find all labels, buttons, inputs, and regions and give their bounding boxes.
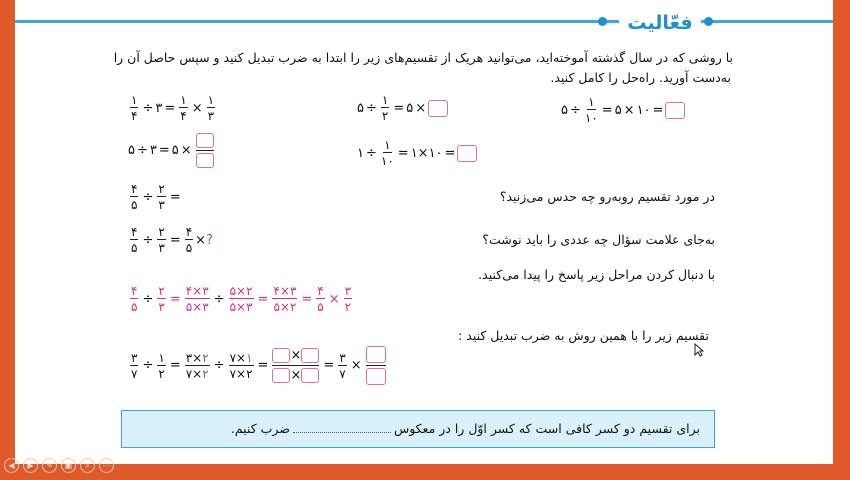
activity-title: فعّالیت [619,9,701,37]
answer-box[interactable] [272,348,290,363]
mouse-cursor-icon [694,343,704,357]
question-mark: ? [206,232,213,248]
activity-page [15,0,833,464]
fraction [157,285,165,313]
answer-box-denominator[interactable] [196,153,214,168]
question-1: در مورد تقسیم روبه‌رو چه حدس می‌زنید؟ [499,189,715,204]
times-sign: × [290,368,302,383]
numerator: ۲ [158,182,165,196]
denominator: ۲ [344,300,352,314]
exercise-5 [128,133,216,168]
factor-green: ۱ [246,350,253,365]
fraction [344,285,352,313]
num: ۱ [357,145,364,161]
divide-sign: ÷ [142,291,154,307]
fraction [179,94,187,122]
divide-sign: ÷ [136,143,148,158]
denominator: ۵×۳ [185,300,209,314]
fraction [130,352,138,380]
equals-sign: = [257,291,269,307]
answer-box-denominator[interactable] [366,368,386,385]
fraction [157,183,165,211]
summary-part-2: ضرب کنیم. [230,421,290,436]
fraction [157,352,165,380]
fraction [338,352,346,380]
answer-box[interactable] [457,145,477,162]
presentation-toolbar [4,458,114,473]
num: ۱ [410,145,418,161]
equals-sign: = [158,143,170,158]
divide-sign: ÷ [365,100,377,116]
answer-fraction [196,133,214,168]
answer-box[interactable] [301,348,319,363]
factor-green: ۲ [202,366,209,381]
equals-sign: = [652,102,664,118]
answer-box[interactable] [665,102,685,119]
copy-icon[interactable]: ▣ [61,458,76,473]
num: ۵ [561,102,568,118]
answer-box[interactable] [428,100,448,117]
times-sign: × [180,143,192,158]
fraction [381,94,389,122]
equals-sign: = [257,358,269,373]
numerator: ۱ [381,93,389,107]
fraction [272,285,297,313]
denominator: ۵×۳ [229,300,253,314]
exercise-2 [357,94,448,122]
denominator: ۵ [131,198,138,212]
equals-sign: = [169,291,181,307]
exercise-6 [128,183,183,211]
numerator: ۱ [180,93,187,107]
divide-sign: ÷ [142,358,154,373]
denominator: ۴ [131,109,138,123]
times-sign: × [290,348,302,363]
num: ۵ [171,143,179,158]
numerator: ۴ [131,182,138,196]
fraction [130,226,138,254]
summary-part-1: برای تقسیم دو کسر کافی است که کسر اوّل را در معکوس [393,421,700,436]
denominator: ۷ [339,366,346,381]
equals-sign: = [397,145,409,161]
equals-sign: = [323,358,335,373]
zoom-icon[interactable]: ⌕ [80,458,95,473]
exercise-1 [561,96,685,124]
numerator: ۱ [207,93,215,107]
fraction [229,352,254,380]
denominator: ۲ [158,366,165,381]
denominator: ۳ [158,198,165,212]
divide-sign: ÷ [142,232,154,248]
equals-sign: = [601,102,613,118]
equals-sign: = [169,189,181,205]
answer-fraction [272,348,319,383]
fraction [185,226,193,254]
numerator: ۴×۳ [185,284,209,298]
times-sign: × [191,100,203,116]
fraction [585,96,598,124]
num: ۵ [128,143,135,158]
fraction [229,285,254,313]
pen-icon[interactable]: ✎ [42,458,57,473]
summary-text [231,421,700,436]
denominator: ۵ [131,300,138,314]
denominator: ۳ [207,109,215,123]
divide-sign: ÷ [142,189,154,205]
denominator: ۱۰ [380,154,394,168]
fraction [381,139,394,167]
numerator: ۱ [384,138,391,152]
denominator: ۲ [381,109,389,123]
numerator: ۴ [131,284,138,298]
times-sign: × [623,102,635,118]
numerator: ۵×۲ [229,284,253,298]
num: ۵ [406,100,414,116]
fraction [157,226,165,254]
answer-box[interactable] [272,368,290,383]
header-dot-right [704,17,713,26]
denominator: ۵ [317,300,324,314]
denominator: ۳ [158,300,165,314]
fraction [130,94,138,122]
equals-sign: = [169,358,181,373]
denominator: ۵×۲ [273,300,297,314]
divide-sign: ÷ [569,102,581,118]
factor: ۷× [185,366,203,381]
numerator: ۳ [339,350,346,365]
prev-icon[interactable]: ◀ [4,458,19,473]
summary-blank[interactable] [293,432,391,433]
denominator: ۵ [185,241,193,255]
answer-box[interactable] [301,368,319,383]
num: ۳ [149,143,157,158]
fraction [316,285,324,313]
exercise-7 [128,226,213,254]
times-sign: × [417,145,429,161]
denominator: ۳ [158,241,165,255]
numerator: ۱ [131,93,138,107]
fraction [130,285,138,313]
fraction [130,183,138,211]
num: ۱۰ [428,145,443,161]
exercise-3 [128,94,217,122]
factor: ۳× [185,350,203,365]
denominator: ۷×۲ [229,366,253,381]
num: ۵ [614,102,622,118]
question-2: به‌جای علامت سؤال چه عددی را باید نوشت؟ [482,232,715,247]
answer-fraction [366,346,386,385]
denominator: ۴ [180,109,187,123]
numerator: ۴ [185,225,193,239]
fraction [185,352,210,380]
num: ۵ [357,100,364,116]
divide-sign: ÷ [142,100,154,116]
denominator: ۱۰ [584,111,598,125]
more-icon[interactable]: ⋯ [99,458,114,473]
summary-box [121,410,715,448]
denominator: ۵ [131,241,138,255]
fraction [207,94,215,122]
num: ۳ [155,100,163,116]
fraction [185,285,210,313]
divide-sign: ÷ [365,145,377,161]
times-sign: × [328,291,340,307]
exercise-4 [357,139,477,167]
question-4: تقسیم زیر را با همین روش به ضرب تبدیل کنید : [458,328,709,343]
divide-sign: ÷ [213,291,225,307]
intro-line-1: با روشی که در سال گذشته آموخته‌اید، می‌توانید هریک از تقسیم‌های زیر را ابتدا به ضرب تبدیل کنید و سپس حاصل آن را [113,50,733,65]
numerator: ۲ [158,225,165,239]
numerator: ۳ [131,350,138,365]
intro-line-2: به‌دست آورید. راه‌حل را کامل کنید. [550,70,731,85]
header-dot-left [598,17,607,26]
equals-sign: = [164,100,176,116]
numerator: ۱ [588,95,595,109]
answer-box-numerator[interactable] [196,133,214,148]
exercise-9 [128,346,388,385]
denominator: ۷ [131,366,138,381]
numerator: ۴ [131,225,138,239]
divide-sign: ÷ [213,358,225,373]
times-sign: × [195,232,207,248]
num: ۱۰ [636,102,651,118]
times-sign: × [350,358,362,373]
factor: ۷× [229,350,247,365]
equals-sign: = [169,232,181,248]
numerator: ۴ [317,284,324,298]
answer-box-numerator[interactable] [366,346,386,363]
numerator: ۳ [344,284,352,298]
times-sign: × [415,100,427,116]
next-icon[interactable]: ▶ [23,458,38,473]
factor-green: ۲ [202,350,209,365]
numerator: ۲ [158,284,165,298]
question-3: با دنبال کردن مراحل زیر پاسخ را پیدا می‌کنید. [478,267,715,282]
numerator: ۴×۳ [273,284,297,298]
numerator: ۱ [158,350,165,365]
equals-sign: = [393,100,405,116]
equals-sign: = [444,145,456,161]
exercise-8 [128,285,354,313]
equals-sign: = [301,291,313,307]
